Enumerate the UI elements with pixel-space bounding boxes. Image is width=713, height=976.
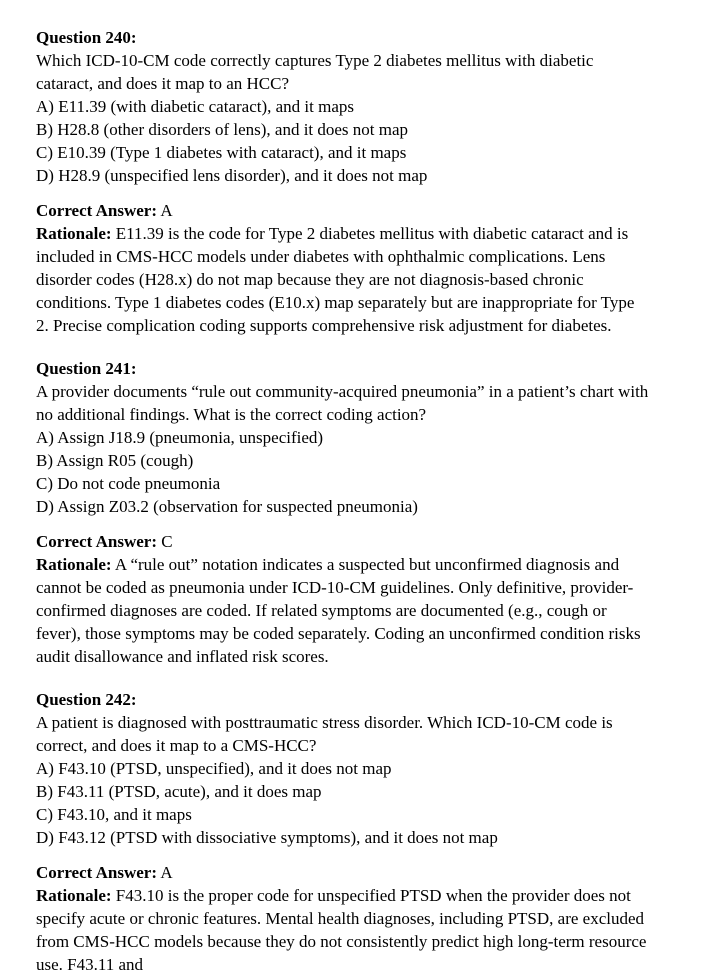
answer-block [36,530,649,668]
rationale-line [36,553,649,668]
answer-option[interactable]: B) F43.11 (PTSD, acute), and it does map [36,782,322,801]
question-stem: Which ICD-10-CM code correctly captures Type 2 diabetes mellitus with diabetic cataract, and does it map to an HCC? [36,51,594,93]
answer-option[interactable]: B) H28.8 (other disorders of lens), and it does not map [36,120,409,139]
answer-block [36,199,649,337]
answer-option[interactable]: A) Assign J18.9 (pneumonia, unspecified) [36,428,324,447]
answer-option[interactable]: D) Assign Z03.2 (observation for suspected pneumonia) [36,497,418,516]
correct-answer-label: Correct Answer: [36,863,158,882]
answer-option[interactable]: C) E10.39 (Type 1 diabetes with cataract), and it maps [36,143,407,162]
rationale-text: F43.10 is the proper code for unspecified PTSD when the provider does not specify acute or chronic features. Mental health diagnoses, including PTSD, are excluded from CMS-HCC models because they do not consistently predict high long-term resource use. F43.11 and [36,886,647,974]
answer-option[interactable]: A) E11.39 (with diabetic cataract), and it maps [36,97,355,116]
rationale-label: Rationale: [36,224,112,243]
question-heading: Question 241: [36,359,137,378]
correct-answer-line [36,199,649,222]
correct-answer-value: A [160,201,173,220]
rationale-text: A “rule out” notation indicates a suspected but unconfirmed diagnosis and cannot be coded as pneumonia under ICD-10-CM guidelines. Only definitive, provider-confirmed diagnoses are coded. If related symptoms are documented (e.g., cough or fever), those symptoms may be coded separately. Coding an unconfirmed condition risks audit disallowance and inflated risk scores. [36,555,641,666]
rationale-label: Rationale: [36,886,112,905]
answer-option[interactable]: B) Assign R05 (cough) [36,451,194,470]
correct-answer-line [36,861,649,884]
question-block [36,26,649,187]
correct-answer-value: C [161,532,173,551]
question-heading: Question 240: [36,28,137,47]
correct-answer-line [36,530,649,553]
answer-block [36,861,649,976]
question-block [36,357,649,518]
question-heading: Question 242: [36,690,137,709]
rationale-line [36,884,649,976]
answer-option[interactable]: C) F43.10, and it maps [36,805,192,824]
correct-answer-label: Correct Answer: [36,201,158,220]
correct-answer-value: A [160,863,173,882]
correct-answer-label: Correct Answer: [36,532,158,551]
answer-option[interactable]: D) H28.9 (unspecified lens disorder), and it does not map [36,166,428,185]
answer-option[interactable]: C) Do not code pneumonia [36,474,221,493]
rationale-label: Rationale: [36,555,112,574]
question-stem: A provider documents “rule out community-acquired pneumonia” in a patient’s chart with no additional findings. What is the correct coding action? [36,382,649,424]
rationale-line [36,222,649,337]
answer-option[interactable]: D) F43.12 (PTSD with dissociative symptoms), and it does not map [36,828,498,847]
answer-option[interactable]: A) F43.10 (PTSD, unspecified), and it does not map [36,759,392,778]
question-block [36,688,649,849]
rationale-text: E11.39 is the code for Type 2 diabetes mellitus with diabetic cataract and is included in CMS-HCC models under diabetes with ophthalmic complications. Lens disorder codes (H28.x) do not map because they are not diagnosis-based chronic conditions. Type 1 diabetes codes (E10.x) map separately but are inappropriate for Type 2. Precise complication coding supports comprehensive risk adjustment for diabetes. [36,224,635,335]
question-stem: A patient is diagnosed with posttraumatic stress disorder. Which ICD-10-CM code is correct, and does it map to a CMS-HCC? [36,713,613,755]
